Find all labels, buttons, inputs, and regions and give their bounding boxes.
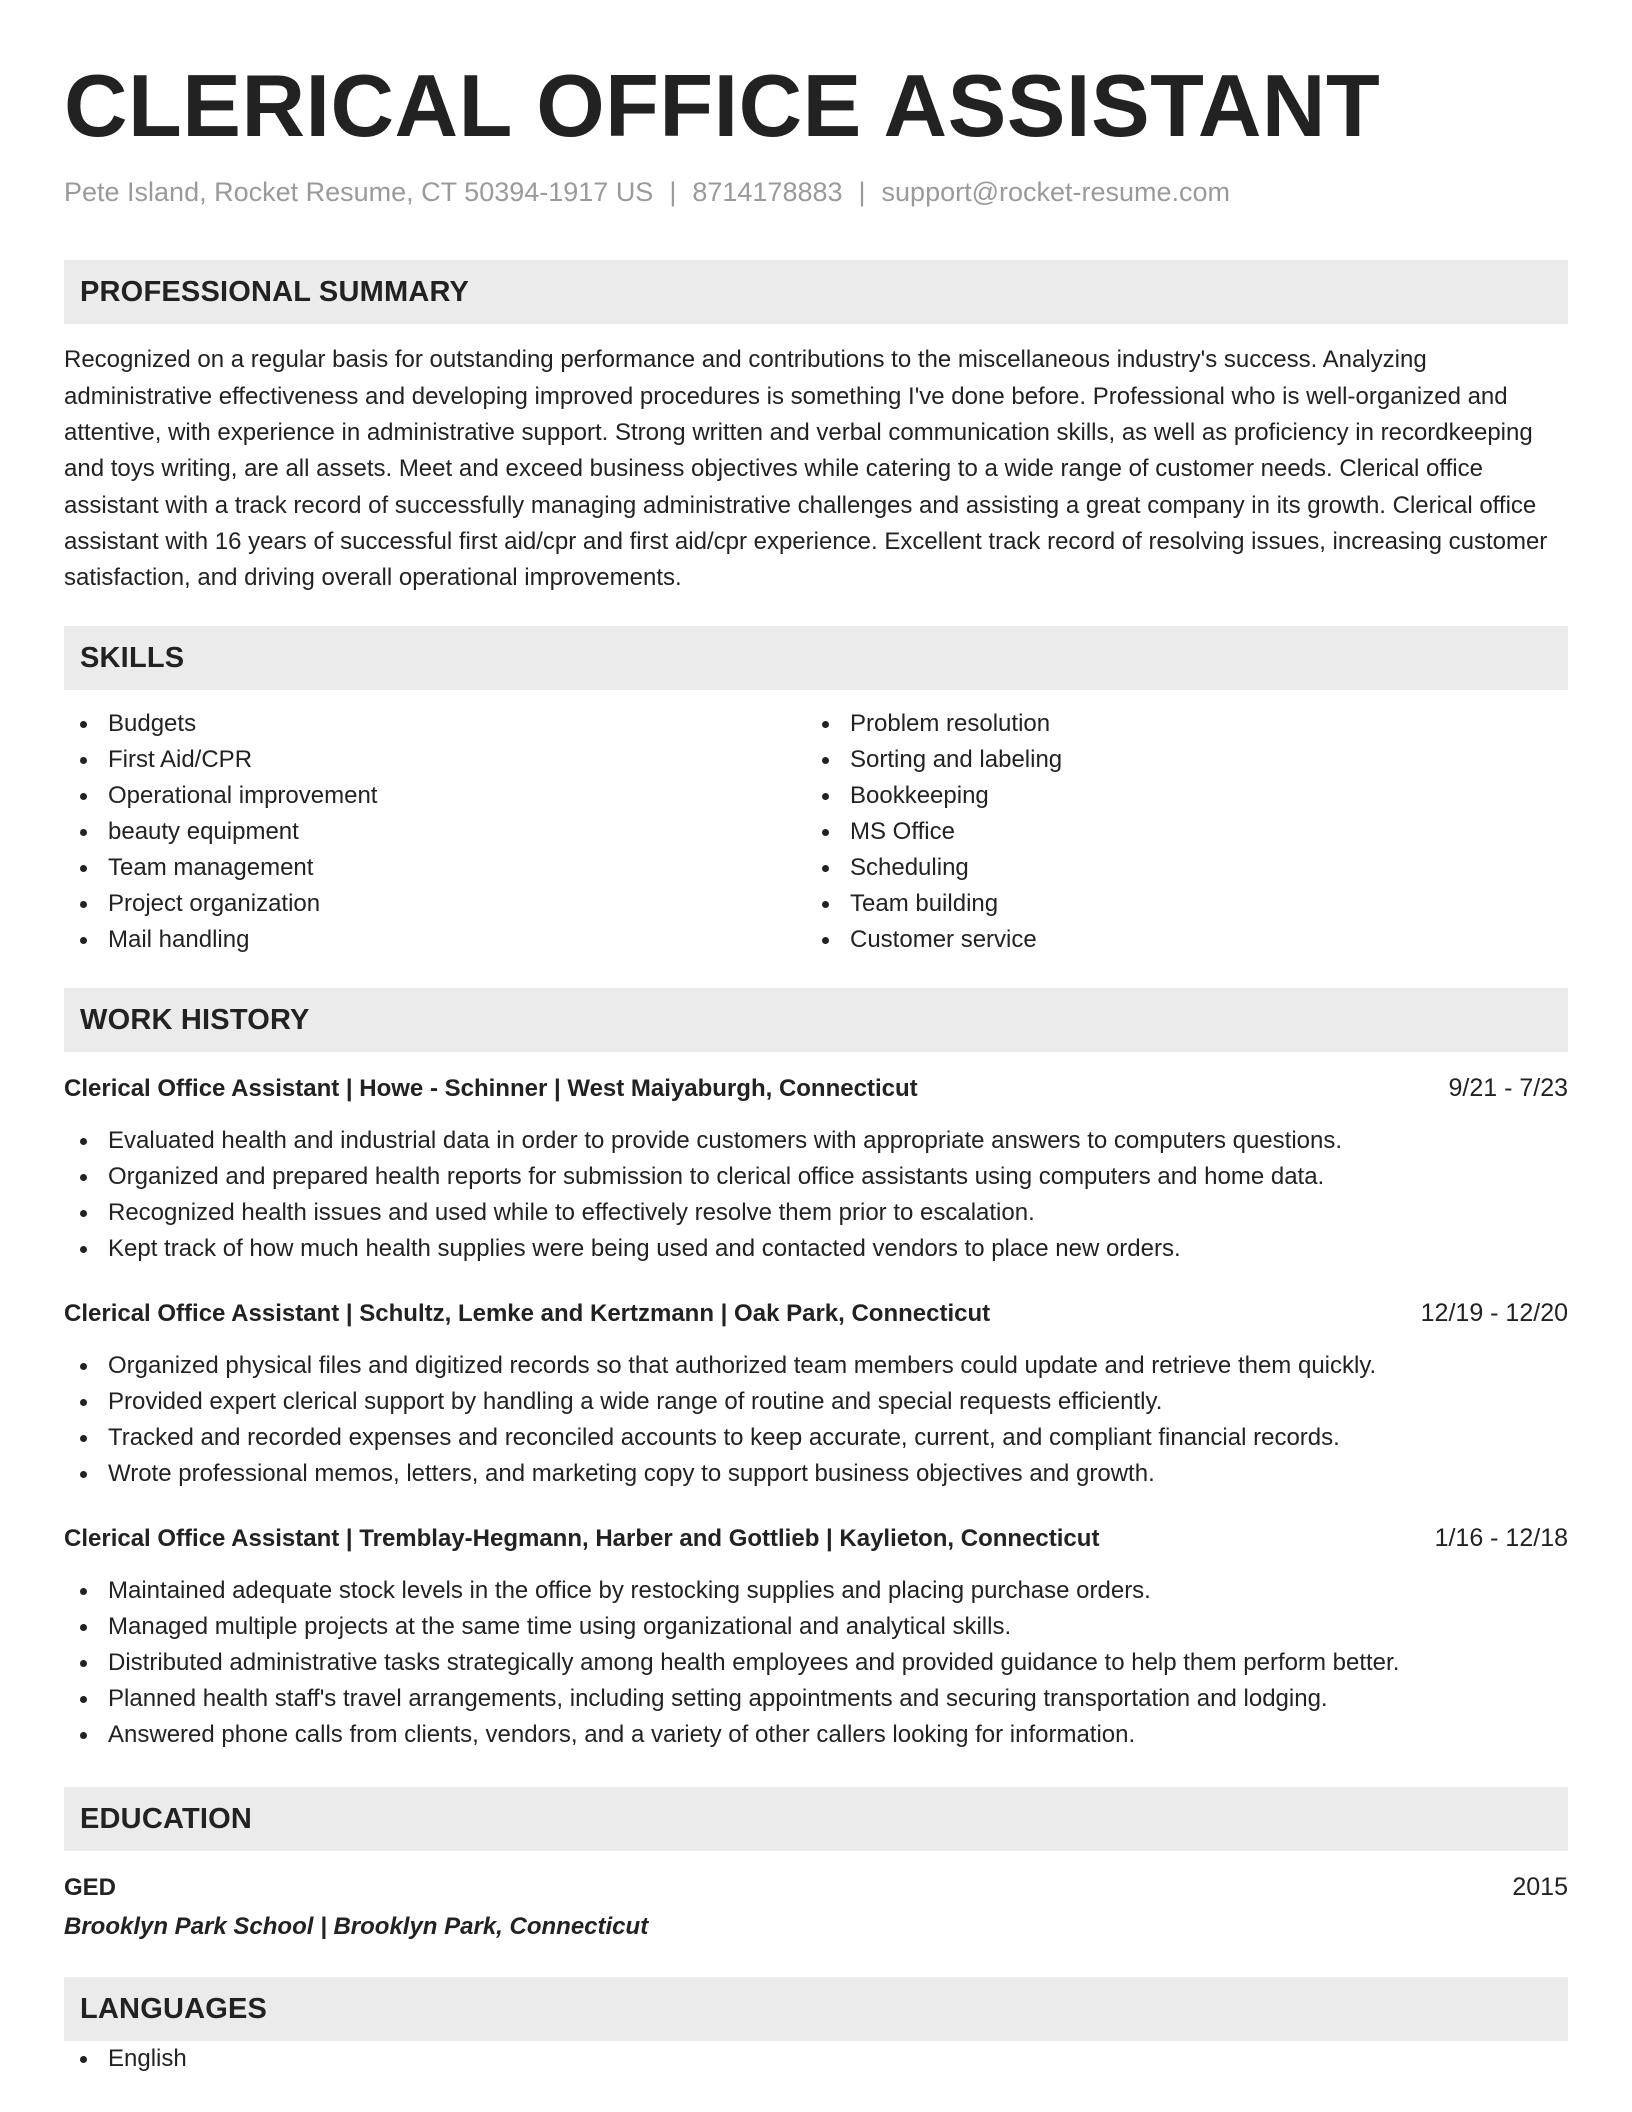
job-entry [64, 1072, 1568, 1267]
education-heading: EDUCATION [64, 1787, 1568, 1851]
contact-separator: | [669, 177, 677, 207]
contact-email: support@rocket-resume.com [881, 177, 1231, 207]
job-bullet: Answered phone calls from clients, vendors, and a variety of other callers looking for information. [64, 1717, 1568, 1753]
job-title: Clerical Office Assistant | Tremblay-Hegmann, Harber and Gottlieb | Kaylieton, Connecticut [64, 1525, 1100, 1553]
education-school: Brooklyn Park School | Brooklyn Park, Connecticut [64, 1913, 649, 1941]
job-dates: 9/21 - 7/23 [1448, 1074, 1568, 1103]
job-entry [64, 1297, 1568, 1492]
skill-item: Bookkeeping [806, 778, 1548, 814]
job-bullet: Kept track of how much health supplies were being used and contacted vendors to place new orders. [64, 1231, 1568, 1267]
job-bullet: Recognized health issues and used while to effectively resolve them prior to escalation. [64, 1195, 1568, 1231]
education-year: 2015 [1512, 1873, 1568, 1902]
skill-item: Project organization [64, 886, 806, 922]
job-bullet: Planned health staff's travel arrangements, including setting appointments and securing transportation and lodging. [64, 1681, 1568, 1717]
skill-item: First Aid/CPR [64, 742, 806, 778]
education-degree: GED [64, 1874, 117, 1902]
job-dates: 1/16 - 12/18 [1434, 1524, 1568, 1553]
job-bullet: Maintained adequate stock levels in the office by restocking supplies and placing purchase orders. [64, 1573, 1568, 1609]
skill-item: Problem resolution [806, 706, 1548, 742]
summary-text: Recognized on a regular basis for outstanding performance and contributions to the miscellaneous industry's success. Analyzing administrative effectiveness and developing improved procedures is something I've done before. Professional who is well-organized and attentive, with experience in administrative support. Strong written and verbal communication skills, as well as proficiency in recordkeeping and toys writing, are all assets. Meet and exceed business objectives while catering to a wide range of customer needs. Clerical office assistant with a track record of successfully managing administrative challenges and assisting a great company in its growth. Clerical office assistant with 16 years of successful first aid/cpr and first aid/cpr experience. Excellent track record of resolving issues, increasing customer satisfaction, and driving overall operational improvements. [64, 346, 1548, 592]
education-entry [64, 1871, 1568, 1904]
skills-heading: SKILLS [64, 626, 1568, 690]
language-item: English [64, 2041, 1568, 2077]
resume-name: CLERICAL OFFICE ASSISTANT [64, 56, 1381, 155]
job-bullet: Evaluated health and industrial data in order to provide customers with appropriate answers to computers questions. [64, 1123, 1568, 1159]
skill-item: Budgets [64, 706, 806, 742]
skill-item: Team management [64, 850, 806, 886]
skill-item: beauty equipment [64, 814, 806, 850]
contact-separator: | [858, 177, 866, 207]
job-title: Clerical Office Assistant | Schultz, Lemke and Kertzmann | Oak Park, Connecticut [64, 1300, 991, 1328]
job-bullet: Tracked and recorded expenses and reconciled accounts to keep accurate, current, and compliant financial records. [64, 1420, 1568, 1456]
skill-item: Customer service [806, 922, 1548, 958]
skills-list [64, 706, 1568, 958]
job-bullet: Organized and prepared health reports for submission to clerical office assistants using computers and home data. [64, 1159, 1568, 1195]
job-entry [64, 1522, 1568, 1753]
skills-column-left [64, 706, 806, 958]
skill-item: Team building [806, 886, 1548, 922]
job-bullet: Provided expert clerical support by handling a wide range of routine and special requests efficiently. [64, 1384, 1568, 1420]
contact-phone: 8714178883 [692, 177, 843, 207]
job-bullet: Managed multiple projects at the same time using organizational and analytical skills. [64, 1609, 1568, 1645]
skill-item: Scheduling [806, 850, 1548, 886]
contact-line [64, 176, 1568, 208]
skill-item: Operational improvement [64, 778, 806, 814]
contact-address: Pete Island, Rocket Resume, CT 50394-1917 US [64, 177, 654, 207]
job-bullet: Distributed administrative tasks strategically among health employees and provided guidance to help them perform better. [64, 1645, 1568, 1681]
languages-list [64, 2041, 1568, 2077]
job-title: Clerical Office Assistant | Howe - Schinner | West Maiyaburgh, Connecticut [64, 1075, 918, 1103]
job-bullet: Organized physical files and digitized records so that authorized team members could update and retrieve them quickly. [64, 1348, 1568, 1384]
job-dates: 12/19 - 12/20 [1420, 1299, 1568, 1328]
skill-item: Mail handling [64, 922, 806, 958]
work-history-heading: WORK HISTORY [64, 988, 1568, 1052]
skill-item: MS Office [806, 814, 1548, 850]
summary-heading: PROFESSIONAL SUMMARY [64, 260, 1568, 324]
skills-column-right [806, 706, 1548, 958]
job-bullet: Wrote professional memos, letters, and marketing copy to support business objectives and growth. [64, 1456, 1568, 1492]
skill-item: Sorting and labeling [806, 742, 1548, 778]
languages-heading: LANGUAGES [64, 1977, 1568, 2041]
